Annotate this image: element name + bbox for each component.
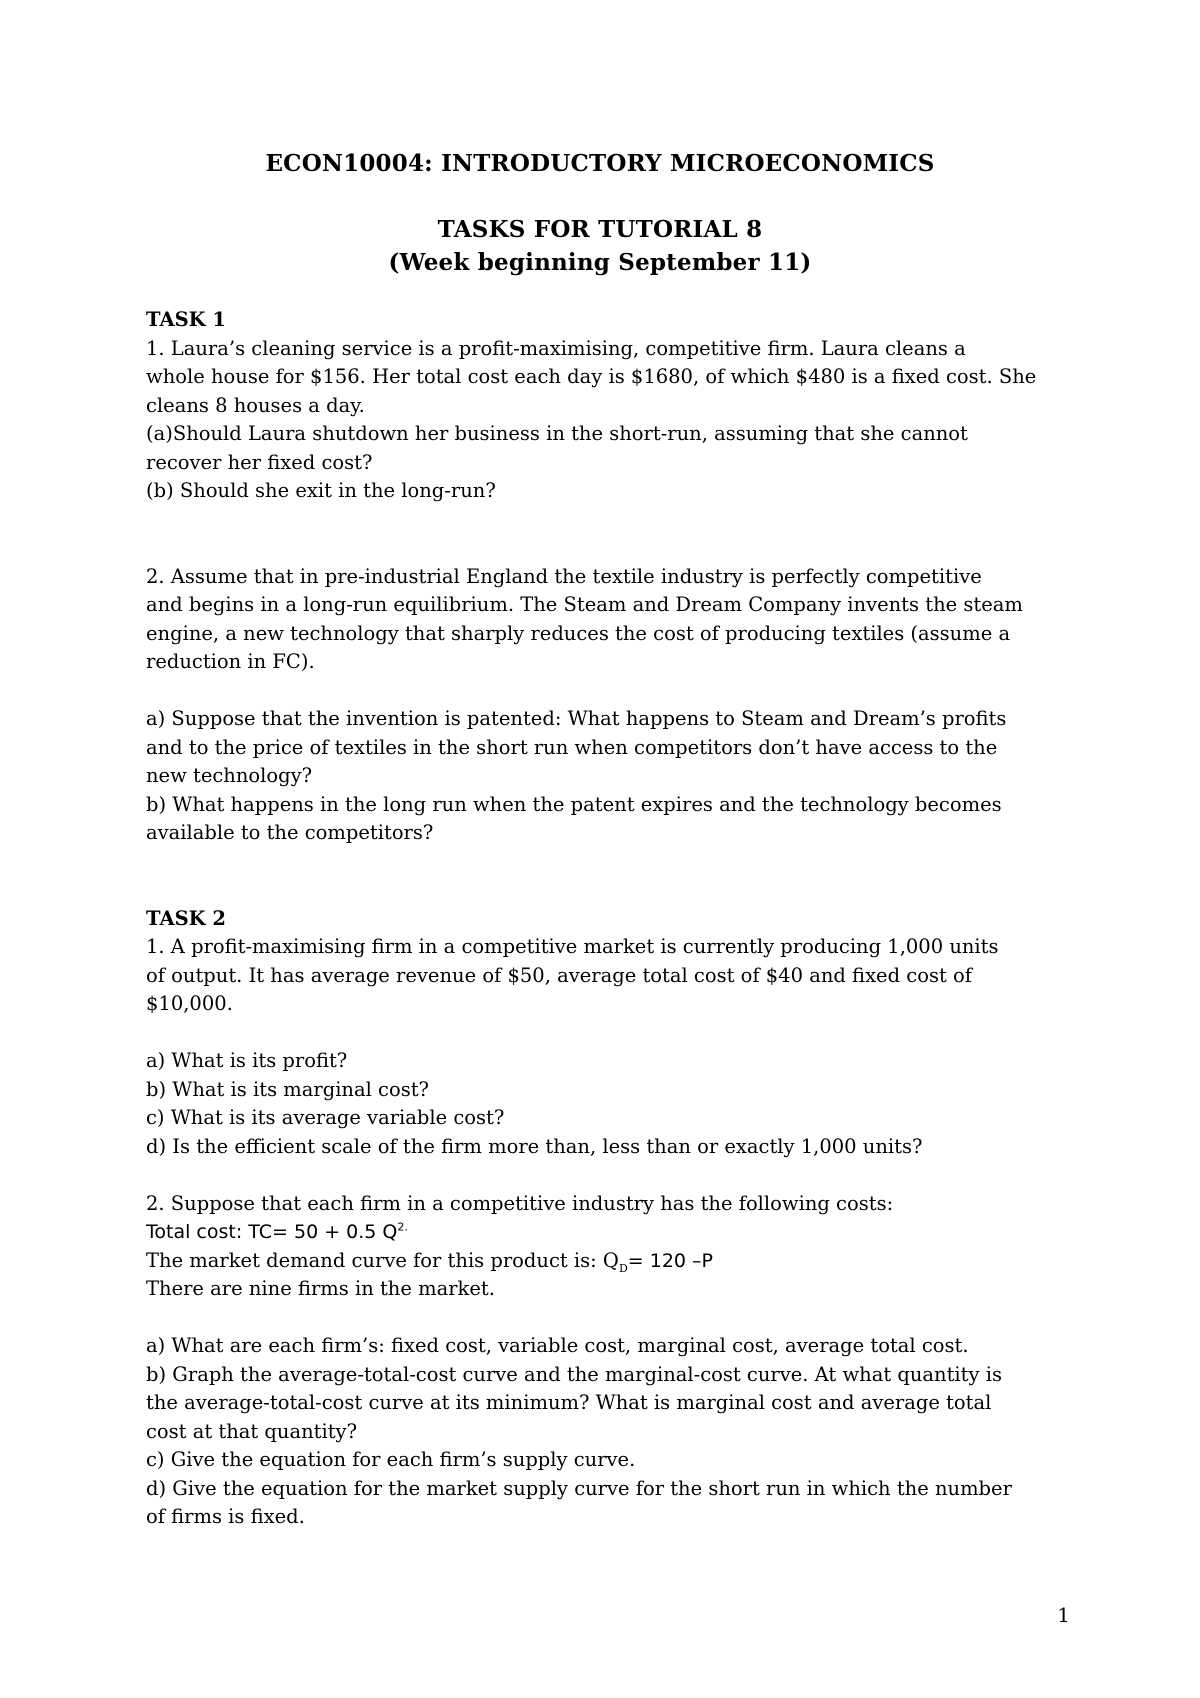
equation-superscript: 2.	[397, 1220, 408, 1234]
spacer	[146, 1161, 1066, 1190]
spacer	[146, 506, 1066, 563]
page-number: 1	[1057, 1603, 1070, 1627]
tutorial-title: TASKS FOR TUTORIAL 8	[437, 216, 763, 243]
text-line: b) What happens in the long run when the patent expires and the technology becomes	[146, 792, 1002, 816]
text-line: (b) Should she exit in the long-run?	[146, 479, 496, 502]
document-body	[146, 306, 1066, 1532]
text-line: engine, a new technology that sharply reduces the cost of producing textiles (assume a	[146, 621, 1011, 645]
text-line: a) What are each firm’s: fixed cost, variable cost, marginal cost, average total cost.	[146, 1334, 969, 1357]
text-line: and begins in a long-run equilibrium. The Steam and Dream Company invents the steam	[146, 593, 1023, 616]
text-line: of firms is fixed.	[146, 1505, 305, 1528]
equation-text: The market demand curve for this product is: Q	[146, 1248, 619, 1272]
spacer	[146, 848, 1066, 905]
text-line: a) What is its profit?	[146, 1049, 348, 1072]
text-line: cost at that quantity?	[146, 1419, 358, 1443]
text-line: the average-total-cost curve at its minimum? What is marginal cost and average total	[146, 1391, 992, 1414]
text-line: 2. Suppose that each firm in a competitive industry has the following costs:	[146, 1191, 894, 1215]
task1-question2	[146, 563, 1066, 848]
spacer	[146, 1304, 1066, 1333]
spacer	[146, 677, 1066, 706]
text-line: 1. A profit-maximising firm in a competitive market is currently producing 1,000 units	[146, 935, 999, 958]
text-line: a) Suppose that the invention is patented: What happens to Steam and Dream’s profits	[146, 707, 1007, 730]
total-cost-equation	[146, 1218, 1066, 1247]
text-line: new technology?	[146, 764, 313, 787]
spacer	[146, 1019, 1066, 1048]
task2-question2	[146, 1190, 1066, 1532]
tutorial-subtitle: (Week beginning September 11)	[388, 249, 812, 276]
text-line: b) What is its marginal cost?	[146, 1077, 430, 1101]
text-line: 2. Assume that in pre-industrial England the textile industry is perfectly competitive	[146, 564, 982, 588]
text-line: and to the price of textiles in the short run when competitors don’t have access to the	[146, 735, 998, 759]
equation-text: = 120 –P	[627, 1249, 713, 1272]
text-line: whole house for $156. Her total cost each day is $1680, of which $480 is a fixed cost. She	[146, 365, 1037, 388]
text-line: b) Graph the average-total-cost curve and the marginal-cost curve. At what quantity is	[146, 1362, 1002, 1386]
text-line: There are nine firms in the market.	[146, 1277, 495, 1300]
text-line: c) Give the equation for each firm’s supply curve.	[146, 1448, 636, 1471]
text-line: $10,000.	[146, 992, 233, 1015]
task2-question1	[146, 933, 1066, 1161]
text-line: c) What is its average variable cost?	[146, 1106, 505, 1129]
text-line: (a)Should Laura shutdown her business in the short-run, assuming that she cannot	[146, 422, 968, 445]
course-title: ECON10004: INTRODUCTORY MICROECONOMICS	[265, 150, 935, 177]
text-line: recover her fixed cost?	[146, 450, 373, 474]
task1-question1	[146, 335, 1066, 506]
text-line: reduction in FC).	[146, 650, 315, 673]
text-line: 1. Laura’s cleaning service is a profit-maximising, competitive firm. Laura cleans a	[146, 336, 966, 360]
text-line: of output. It has average revenue of $50, average total cost of $40 and fixed cost of	[146, 963, 972, 987]
text-line: available to the competitors?	[146, 821, 434, 844]
text-line: cleans 8 houses a day.	[146, 393, 365, 417]
task2-heading: TASK 2	[146, 906, 226, 930]
equation-text: Total cost: TC= 50 + 0.5 Q	[146, 1221, 398, 1243]
text-line: d) Is the efficient scale of the firm more than, less than or exactly 1,000 units?	[146, 1134, 923, 1158]
equation-subscript: D	[618, 1261, 628, 1275]
text-line: d) Give the equation for the market supply curve for the short run in which the number	[146, 1476, 1012, 1500]
task1-heading: TASK 1	[146, 308, 226, 331]
demand-equation	[146, 1247, 1066, 1276]
